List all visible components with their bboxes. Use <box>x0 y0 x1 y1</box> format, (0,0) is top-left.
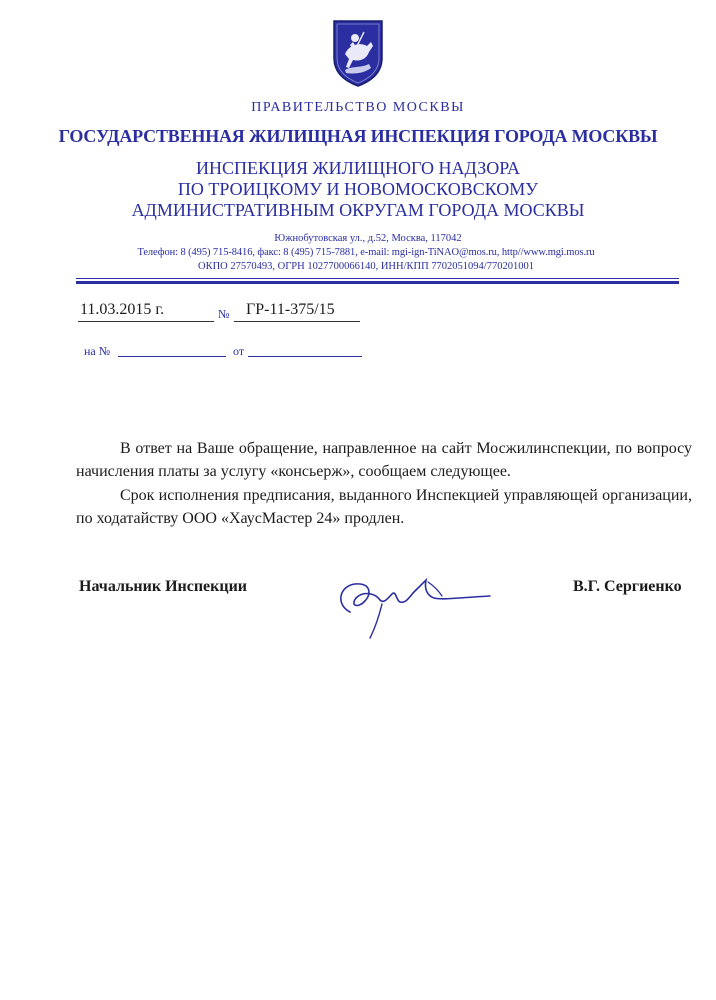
moscow-coat-of-arms-emblem <box>331 18 385 88</box>
number-sign: № <box>218 307 230 321</box>
body-paragraph-1 <box>76 437 692 483</box>
reference-number-label: на № <box>84 344 111 358</box>
inspection-title: ГОСУДАРСТВЕННАЯ ЖИЛИЩНАЯ ИНСПЕКЦИЯ ГОРОДА МОСКВЫ <box>58 126 658 146</box>
subdivision-line-2: ПО ТРОИЦКОМУ И НОВОМОСКОВСКОМУ <box>177 179 539 199</box>
letterhead-rule-thick <box>76 281 679 284</box>
handwritten-signature <box>330 560 500 640</box>
body-paragraph-2-text: Срок исполнения предписания, выданного Инспекцией управляющей организации, по ходатайству ООО «ХаусМастер 24» продлен. <box>76 487 692 527</box>
letterhead-rule-thin <box>76 278 679 279</box>
body-paragraph-2 <box>76 484 692 530</box>
subdivision-line-1: ИНСПЕКЦИЯ ЖИЛИЩНОГО НАДЗОРА <box>196 158 520 178</box>
reference-date-label: от <box>233 344 245 358</box>
government-title: ПРАВИТЕЛЬСТВО МОСКВЫ <box>251 100 465 115</box>
signatory-name: В.Г. Сергиенко <box>573 578 682 595</box>
signatory-title: Начальник Инспекции <box>79 578 248 595</box>
letterhead-registration-codes: ОКПО 27570493, ОГРН 1027700066140, ИНН/КПП 7702051094/770201001 <box>198 261 534 272</box>
body-paragraph-1-text: В ответ на Ваше обращение, направленное на сайт Мосжилинспекции, по вопросу начисления платы за услугу «консьерж», сообщаем следующее. <box>76 440 692 480</box>
letterhead-contacts: Телефон: 8 (495) 715-8416, факс: 8 (495) 715-7881, e-mail: mgi-ign-TiNAO@mos.ru, http//www.mgi.mos.ru <box>137 247 595 258</box>
reference-date-underline <box>248 346 362 357</box>
letterhead-address: Южнобутовская ул., д.52, Москва, 117042 <box>274 233 462 244</box>
subdivision-line-3: АДМИНИСТРАТИВНЫМ ОКРУГАМ ГОРОДА МОСКВЫ <box>131 200 585 220</box>
letter-number: ГР-11-375/15 <box>246 301 335 318</box>
reference-number-underline <box>118 346 226 357</box>
letter-date: 11.03.2015 г. <box>80 301 165 318</box>
